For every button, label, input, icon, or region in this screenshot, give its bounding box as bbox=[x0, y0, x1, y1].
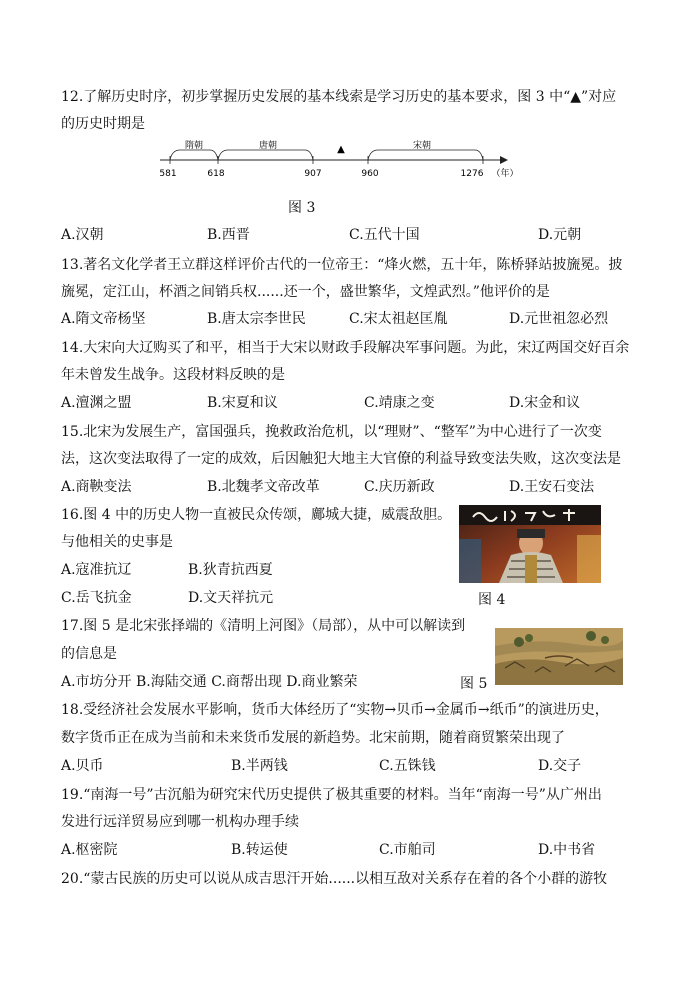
q19-stem-line1: 19.“南海一号”古沉船为研究宋代历史提供了极其重要的材料。当年“南海一号”从广州出 bbox=[61, 787, 602, 803]
q15-option-b[interactable]: B.北魏孝文帝改革 bbox=[207, 479, 320, 495]
timeline-period-tang: 唐朝 bbox=[258, 141, 278, 151]
q14-option-b[interactable]: B.宋夏和议 bbox=[207, 395, 278, 411]
timeline-period-song: 宋朝 bbox=[412, 141, 432, 151]
q13-stem-line1: 13.著名文化学者王立群这样评价古代的一位帝王：“烽火燃，五十年，陈桥驿站披旒冕。披 bbox=[61, 257, 623, 273]
q12-option-d[interactable]: D.元朝 bbox=[538, 227, 582, 243]
q19-option-a[interactable]: A.枢密院 bbox=[61, 842, 118, 858]
q15-stem-line2: 法，这次变法取得了一定的成效，后因触犯大地主大官僚的利益导致变法失败，这次变法是 bbox=[61, 451, 621, 467]
q16-option-c[interactable]: C.岳飞抗金 bbox=[61, 590, 132, 606]
timeline-year-581: 581 bbox=[159, 169, 177, 179]
timeline-year-907: 907 bbox=[304, 169, 322, 179]
figure-5-image bbox=[495, 628, 623, 685]
figure-4-caption: 图 4 bbox=[478, 592, 506, 608]
q15-option-a[interactable]: A.商鞅变法 bbox=[61, 479, 132, 495]
q18-option-b[interactable]: B.半两钱 bbox=[231, 758, 288, 774]
timeline-year-1276: 1276 bbox=[460, 169, 484, 179]
q18-stem-line2: 数字货币正在成为当前和未来货币发展的新趋势。北宋前期，随着商贸繁荣出现了 bbox=[61, 730, 565, 746]
q13-option-d[interactable]: D.元世祖忽必烈 bbox=[509, 311, 609, 327]
q18-option-c[interactable]: C.五铢钱 bbox=[379, 758, 436, 774]
q12-option-c[interactable]: C.五代十国 bbox=[349, 227, 420, 243]
q14-option-a[interactable]: A.澶渊之盟 bbox=[61, 395, 132, 411]
q14-option-c[interactable]: C.靖康之变 bbox=[364, 395, 435, 411]
q16-option-a[interactable]: A.寇准抗辽 bbox=[61, 562, 132, 578]
timeline-year-618: 618 bbox=[207, 169, 225, 179]
q12-option-a[interactable]: A.汉朝 bbox=[61, 227, 104, 243]
q18-stem-line1: 18.受经济社会发展水平影响，货币大体经历了“实物→贝币→金属币→纸币”的演进历史， bbox=[61, 702, 609, 718]
q14-stem-line1: 14.大宋向大辽购买了和平，相当于大宋以财政手段解决军事问题。为此，宋辽两国交好百余 bbox=[61, 340, 630, 356]
q18-option-d[interactable]: D.交子 bbox=[538, 758, 582, 774]
q19-option-d[interactable]: D.中书省 bbox=[538, 842, 596, 858]
q15-stem-line1: 15.北宋为发展生产，富国强兵，挽救政治危机，以“理财”、“整军”为中心进行了一次变 bbox=[61, 424, 602, 440]
q16-stem-line1: 16.图 4 中的历史人物一直被民众传颂，鄺城大捷，威震敌胆。 bbox=[61, 507, 452, 523]
q15-option-c[interactable]: C.庆历新政 bbox=[364, 479, 435, 495]
q14-stem-line2: 年未曾发生战争。这段材料反映的是 bbox=[61, 367, 285, 383]
timeline-marker: ▲ bbox=[337, 144, 345, 155]
q13-stem-line2: 旒冕，定江山，杯酒之间销兵权......还一个，盛世繁华，文煌武烈。”他评价的是 bbox=[61, 284, 550, 300]
timeline-figure bbox=[150, 138, 530, 183]
q17-options[interactable]: A.市坊分开 B.海陆交通 C.商帮出现 D.商业繁荣 bbox=[61, 674, 358, 690]
q15-option-d[interactable]: D.王安石变法 bbox=[509, 479, 595, 495]
q16-option-b[interactable]: B.狄青抗西夏 bbox=[188, 562, 273, 578]
q12-stem-line2: 的历史时期是 bbox=[61, 116, 145, 132]
figure-4-image bbox=[459, 505, 601, 583]
q18-option-a[interactable]: A.贝币 bbox=[61, 758, 104, 774]
q13-option-c[interactable]: C.宋太祖赵匡胤 bbox=[349, 311, 448, 327]
q14-option-d[interactable]: D.宋金和议 bbox=[509, 395, 581, 411]
figure-3-caption: 图 3 bbox=[288, 200, 316, 216]
q20-stem-line1: 20.“蒙古民族的历史可以说从成吉思汗开始......以相互敌对关系存在着的各个小群的游牧 bbox=[61, 871, 608, 887]
q13-option-a[interactable]: A.隋文帝杨坚 bbox=[61, 311, 146, 327]
q12-option-b[interactable]: B.西晋 bbox=[207, 227, 250, 243]
q13-option-b[interactable]: B.唐太宗李世民 bbox=[207, 311, 306, 327]
q19-option-c[interactable]: C.市舶司 bbox=[379, 842, 436, 858]
q16-stem-line2: 与他相关的史事是 bbox=[61, 534, 173, 550]
timeline-year-960: 960 bbox=[361, 169, 379, 179]
q17-stem-line1: 17.图 5 是北宋张择端的《清明上河图》（局部），从中可以解读到 bbox=[61, 618, 466, 634]
timeline-period-sui: 隋朝 bbox=[184, 141, 204, 151]
q19-option-b[interactable]: B.转运使 bbox=[231, 842, 288, 858]
timeline-unit: （年） bbox=[491, 169, 519, 179]
q16-option-d[interactable]: D.文天祥抗元 bbox=[188, 590, 274, 606]
q19-stem-line2: 发进行远洋贸易应到哪一机构办理手续 bbox=[61, 814, 299, 830]
figure-5-caption: 图 5 bbox=[460, 676, 488, 692]
q12-stem-line1: 12.了解历史时序，初步掌握历史发展的基本线索是学习历史的基本要求，图 3 中“▲”对应 bbox=[61, 89, 617, 105]
q17-stem-line2: 的信息是 bbox=[61, 646, 117, 662]
